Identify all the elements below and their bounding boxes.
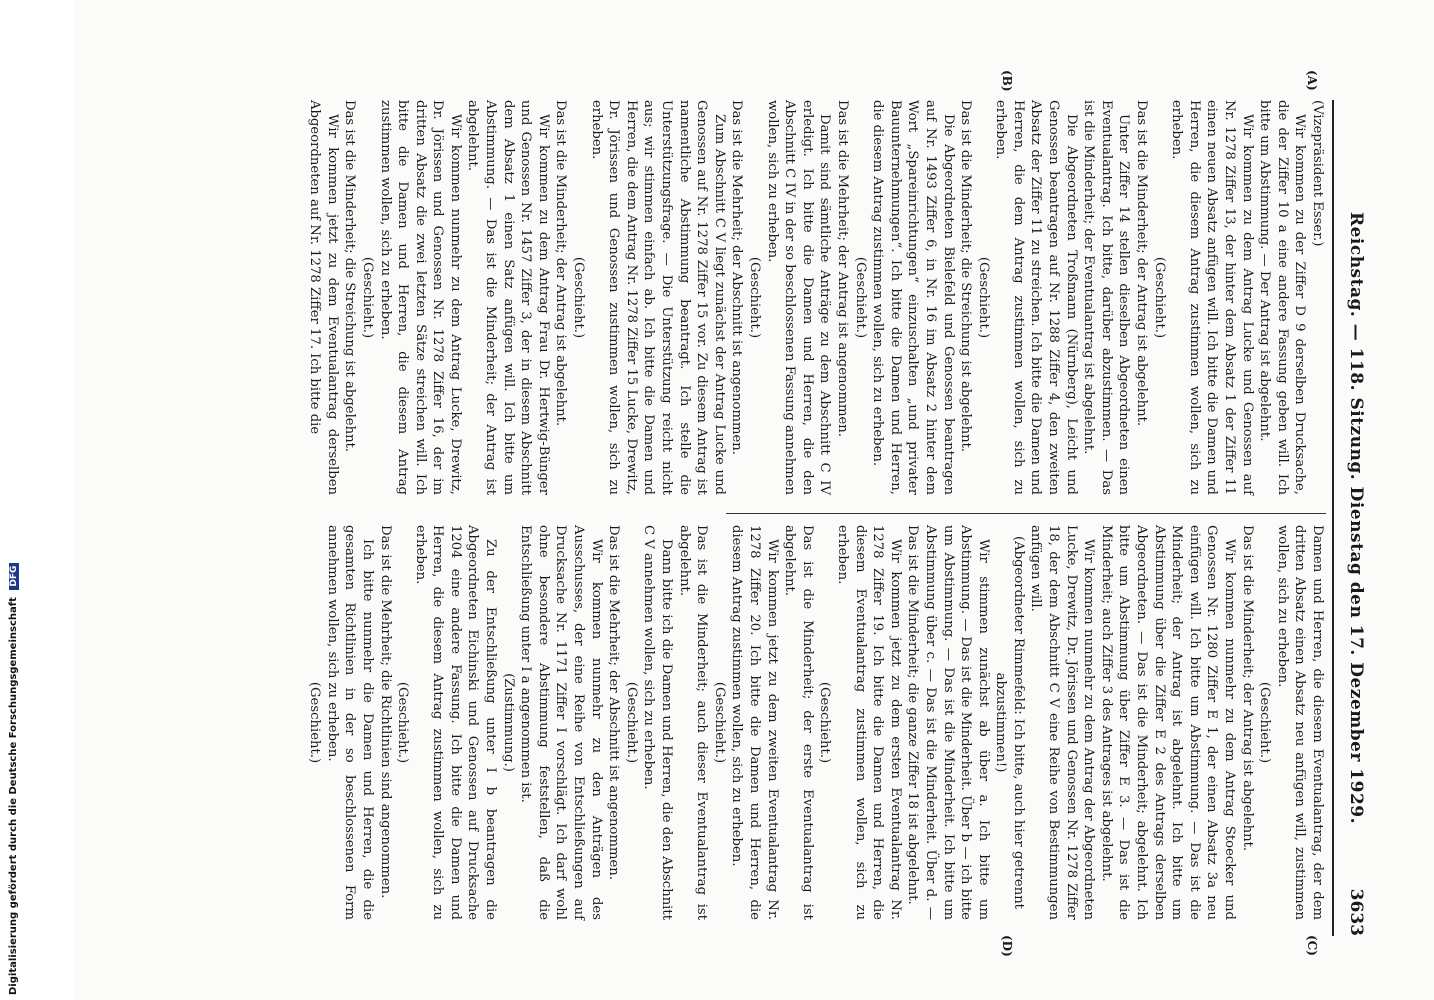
paragraph: Ich bitte nunmehr die Damen und Herren, die die gesamten Richtlinien in der so beschlossenen Form annehmen wollen, sich zu erheben.	[324, 525, 375, 920]
paragraph: Wir kommen nunmehr zu dem Antrag Stoecker und Genossen Nr. 1280 Ziffer E 1, der einen Absatz 3a neu einfügen will. Ich bitte um Abstimmung. — Das ist die Minderheit; der Antrag ist abgelehnt. Ich bitte um Abstimmung über die Ziffer E 2 des Antrags derselben Abgeordneten. — Das ist die Minderheit; abgelehnt. Ich bitte um Abstimmung über Ziffer E 3. — Das ist die Minderheit; auch Ziffer 3 des Antrages ist abgelehnt.	[1098, 525, 1238, 920]
scanned-page	[74, 0, 1434, 1000]
paragraph: (Geschieht.)	[975, 256, 991, 339]
paragraph: Wir kommen zu dem Antrag Frau Dr. Hertwig-Bünger und Genossen Nr. 1457 Ziffer 3, der in diesem Abschnitt dem Absatz 1 einen Satz anfügen will. Ich bitte um Abstimmung. — Das ist die Minderheit; der Antrag ist abgelehnt.	[465, 100, 551, 495]
paragraph: Wir kommen zu dem Antrag Lucke und Genossen auf Nr. 1278 Ziffer 13, der hinter dem Absatz 1 der Ziffer 11 einen neuen Absatz anfügen will. Ich bitte die Damen und Herren, die diesem Antrag zustimmen wollen, sich zu erheben.	[1169, 100, 1255, 495]
paragraph: Wir kommen jetzt zu dem Eventualantrag derselben Abgeordneten auf Nr. 1278 Ziffer 17. Ich bitte die	[307, 100, 340, 495]
paragraph: Das ist die Minderheit; auch dieser Eventualantrag ist abgelehnt.	[676, 525, 710, 920]
paragraph: Zum Abschnitt C V liegt zunächst der Antrag Lucke und Genossen auf Nr. 1278 Ziffer 15 vor. Zu diesem Antrag ist namentliche Abstimmung beantragt. Ich stelle die Unterstützungsfrage. — Die Unterstützung reicht nicht aus; wir stimmen einfach ab. Ich bitte die Damen und Herren, die dem Antrag Nr. 1278 Ziffer 15 Lucke, Drewitz, Dr. Jörissen und Genossen zustimmen wollen, sich zu erheben.	[588, 100, 727, 495]
paragraph: Das ist die Mehrheit; der Antrag ist angenommen.	[834, 100, 850, 437]
paragraph: Wir kommen nunmehr zu dem Antrag Lucke, Drewitz, Dr. Jörissen und Genossen Nr. 1278 Ziffer 16, der im dritten Absatz die zwei letzten Sätze streichen will. Ich bitte die Damen und Herren, die diesem Antrag zustimmen wollen, sich zu erheben.	[377, 100, 463, 495]
paragraph: (Geschieht.)	[359, 256, 375, 339]
paragraph: (Abgeordneter Rimmefeld: Ich bitte, auch hier getrennt abzustimmen!)	[993, 536, 1026, 909]
paragraph: Das ist die Mehrheit; der Abschnitt ist angenommen.	[606, 525, 622, 880]
paragraph: Unter Ziffer 14 stellen dieselben Abgeordneten einen Eventualantrag. Ich bitte, darüber abzustimmen. — Das ist die Minderheit; der Eventualantrag ist abgelehnt.	[1081, 100, 1132, 495]
paragraph: (Geschieht.)	[747, 256, 762, 339]
paragraph: (Zustimmung.)	[500, 673, 516, 772]
paragraph: (Geschieht.)	[395, 681, 411, 764]
paragraph: (Geschieht.)	[1151, 256, 1167, 339]
paragraph: Wir stimmen zunächst ab über a. Ich bitte um Abstimmung. — Das ist die Minderheit. Über b — ich bitte um Abstimmung. — Das ist die Minderheit. Ich bitte um Abstimmung über c. — Das ist die Minderheit. Über d. — Das ist die Minderheit; die ganze Ziffer 18 ist abgelehnt.	[905, 525, 991, 920]
paragraph: (Geschieht.)	[711, 681, 727, 764]
paragraph: Damen und Herren, die diesem Eventualantrag, der dem dritten Absatz einen Absatz neu anfügen will, zustimmen wollen, sich zu erheben.	[1274, 525, 1325, 920]
paragraph: Wir kommen jetzt zu dem ersten Eventualantrag Nr. 1278 Ziffer 19. Ich bitte die Damen und Herren, die diesem Eventualantrag zustimmen wollen, sich zu erheben.	[834, 525, 903, 920]
paragraph: Wir kommen zu der Ziffer D 9 derselben Drucksache, die der Ziffer 10 a eine andere Fassung geben will. Ich bitte um Abstimmung. — Der Antrag ist abgelehnt.	[1257, 100, 1308, 495]
paragraph: Die Abgeordneten Troßmann (Nürnberg), Leicht und Genossen beantragen auf Nr. 1288 Ziffer 4, den zweiten Absatz der Ziffer 11 zu streichen. Ich bitte die Damen und Herren, die dem Antrag zustimmen wollen, sich zu erheben.	[993, 100, 1079, 495]
page-header	[1332, 100, 1384, 936]
paragraph: Das ist die Minderheit; der Antrag ist abgelehnt.	[553, 100, 569, 427]
paragraph: (Geschieht.)	[307, 681, 323, 764]
credit-text: Digitalisierung gefördert durch die Deutsche Forschungsgemeinschaft	[8, 597, 19, 995]
margin-marker-a: (A)	[1305, 70, 1319, 91]
paragraph: Die Abgeordneten Bielefeld und Genossen beantragen auf Nr. 1493 Ziffer 6, in Nr. 16 im Absatz 2 hinter dem Wort „Spareinrichtungen“ einzuschalten „und privater Bauunternehmungen“. Ich bitte die Damen und Herren, die diesem Antrag zustimmen wollen, sich zu erheben.	[870, 100, 956, 495]
paragraph: Das ist die Minderheit; die Streichung ist abgelehnt.	[342, 100, 358, 453]
paragraph: Dann bitte ich die Damen und Herren, die den Abschnitt C V annehmen wollen, sich zu erheben.	[641, 525, 675, 920]
paragraph: Das ist die Minderheit; der Antrag ist abgelehnt.	[1134, 100, 1150, 427]
header-title: Reichstag. — 118. Sitzung. Dienstag den 17. Dezember 1929.	[1346, 211, 1366, 825]
paragraph: Zu der Entschließung unter I b beantragen die Abgeordneten Eichinski und Genossen auf Drucksache 1204 eine andere Fassung. Ich bitte die Damen und Herren, die diesem Antrag zustimmen wollen, sich zu erheben.	[412, 525, 499, 920]
paragraph: Das ist die Minderheit; der erste Eventualantrag ist abgelehnt.	[782, 525, 815, 920]
paragraph: Wir kommen nunmehr zu dem Antrag der Abgeordneten Lucke, Drewitz, Dr. Jörissen und Genossen Nr. 1278 Ziffer 18, der dem Abschnitt C V eine Reihe von Bestimmungen anfügen will.	[1028, 525, 1097, 920]
margin-marker-c: (C)	[1305, 935, 1319, 956]
page-number: 3633	[1346, 888, 1366, 936]
dfg-logo: DFG	[9, 563, 19, 590]
paragraph: (Geschieht.)	[1257, 681, 1273, 764]
paragraph: Das ist die Mehrheit; die Richtlinien sind angenommen.	[377, 525, 393, 899]
paragraph: (Geschieht.)	[852, 256, 868, 339]
paragraph: Das ist die Mehrheit; der Abschnitt ist angenommen.	[729, 100, 745, 455]
column-divider	[726, 513, 1326, 514]
right-column	[306, 525, 1326, 920]
paragraph: (Geschieht.)	[623, 681, 639, 764]
paragraph: Wir kommen jetzt zu dem zweiten Eventualantrag Nr. 1278 Ziffer 20. Ich bitte die Damen und Herren, die diesem Antrag zustimmen wollen, sich zu erheben.	[729, 525, 780, 920]
paragraph: Wir kommen nunmehr zu den Anträgen des Ausschusses, der eine Reihe von Entschließungen auf Drucksache Nr. 1171 Ziffer I vorschlägt. Ich darf wohl ohne besondere Abstimmung feststellen, daß die Entschließung unter I a angenommen ist.	[518, 525, 604, 920]
paragraph: (Vizepräsident Esser.)	[1310, 100, 1325, 247]
paragraph: (Geschieht.)	[571, 256, 587, 339]
paragraph: (Geschieht.)	[817, 681, 833, 764]
paragraph: Das ist die Minderheit; der Antrag ist abgelehnt.	[1239, 525, 1255, 852]
paragraph: Das ist die Minderheit; die Streichung ist abgelehnt.	[958, 100, 974, 453]
margin-marker-b: (B)	[1000, 70, 1014, 92]
paragraph: Damit sind sämtliche Anträge zu dem Abschnitt C IV erledigt. Ich bitte die Damen und Herren, die den Abschnitt C IV in der so beschlossenen Fassung annehmen wollen, sich zu erheben.	[764, 100, 833, 495]
digitization-credit	[8, 0, 28, 995]
left-column	[306, 100, 1326, 495]
margin-marker-d: (D)	[1000, 935, 1014, 957]
